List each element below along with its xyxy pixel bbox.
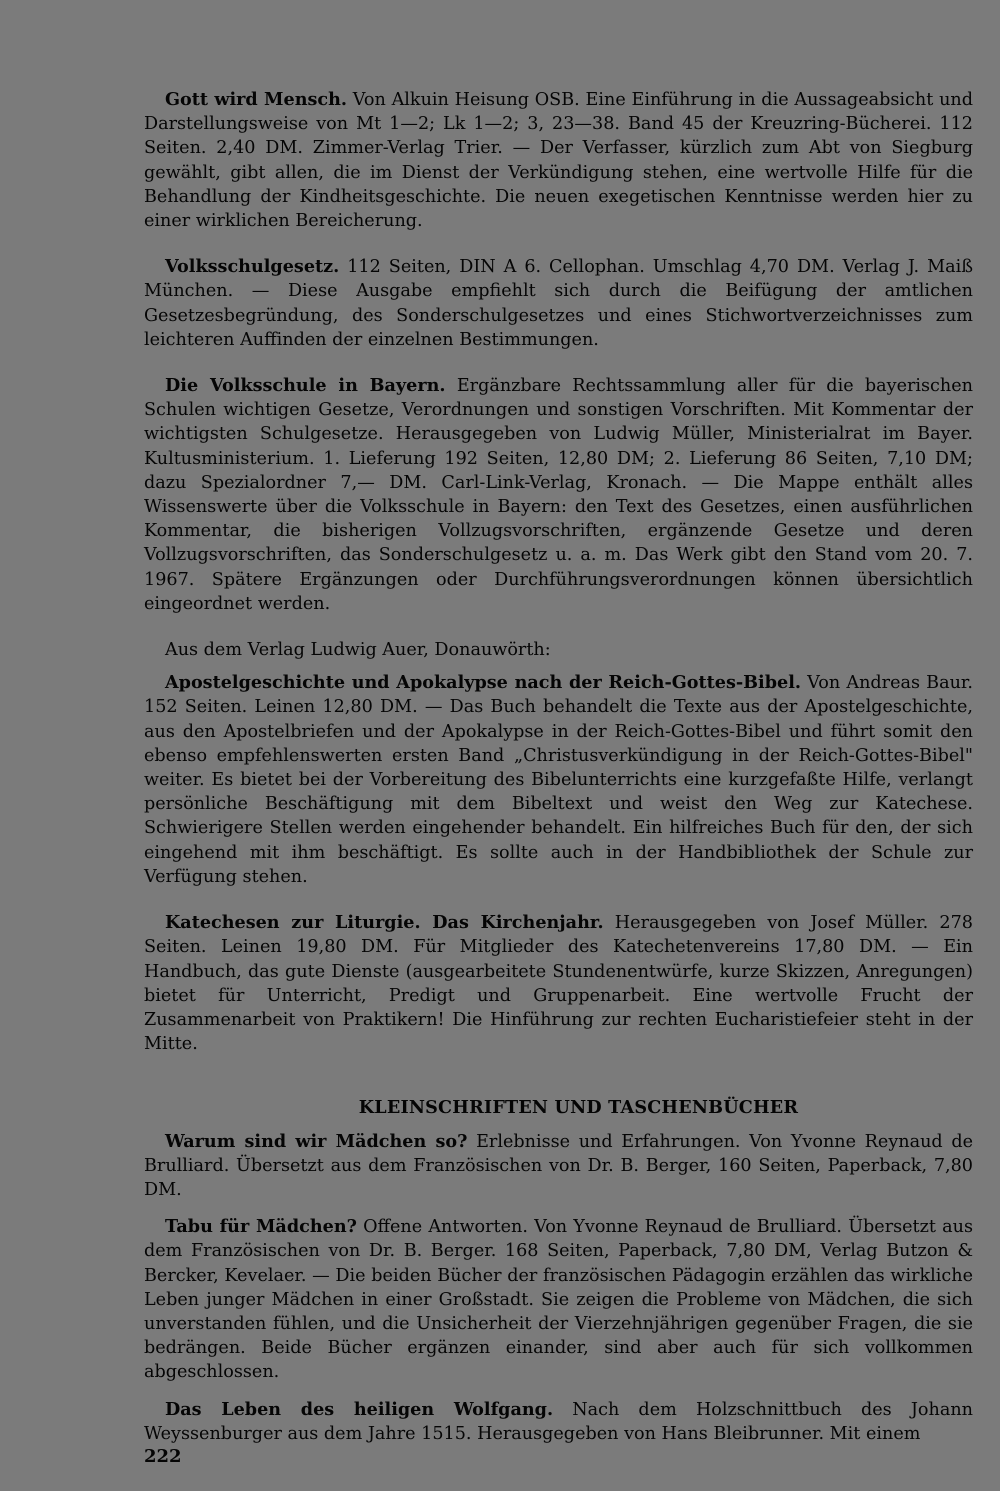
entry-text: Von Alkuin Heisung OSB. Eine Einführung in die Aussageabsicht und Darstellungsweise von Mt 1—2; Lk 1—2; 3, 23—38. Band 45 der Kreuzring-Bücherei. 112 Seiten. 2,40 DM. Zimmer-Verlag Trier. — Der Verfasser, kürzlich zum Abt von Siegburg gewählt, gibt allen, die im Dienst der Verkündigung stehen, eine wertvolle Hilfe für die Behandlung der Kindheitsgeschichte. Die neuen exegetischen Kenntnisse werden hier zu einer wirklichen Bereicherung. [144, 90, 973, 232]
page-number: 222 [144, 1446, 182, 1467]
entry-title: Warum sind wir Mädchen so? [165, 1130, 468, 1152]
review-entry [144, 88, 973, 233]
entry-title: Katechesen zur Liturgie. Das Kirchenjahr. [165, 912, 604, 934]
review-entry [144, 1215, 973, 1384]
review-entry [144, 255, 973, 352]
entry-title: Gott wird Mensch. [165, 89, 348, 110]
section-heading: KLEINSCHRIFTEN UND TASCHENBÜCHER [358, 1097, 799, 1119]
entry-title: Die Volksschule in Bayern. [165, 375, 446, 397]
entry-text: Offene Antworten. Von Yvonne Reynaud de Brulliard. Übersetzt aus dem Französischen von Dr. B. Berger. 168 Seiten, Paperback, 7,80 DM, Verlag Butzon & Bercker, Kevelaer. — Die beiden Bücher der französischen Pädagogin erzählen das wirkliche Leben junger Mädchen in einer Großstadt. Sie zeigen die Probleme von Mädchen, die sich unverstanden fühlen, und die Unsicherheit der Vierzehnjährigen gegenüber Fragen, die sie bedrängen. Beide Bücher ergänzen einander, sind aber auch für sich vollkommen abgeschlossen. [144, 1217, 973, 1383]
entry-text: Nach dem Holzschnittbuch des Johann Weyssenburger aus dem Jahre 1515. Herausgegeben von Hans Bleibrunner. Mit einem [144, 1399, 973, 1444]
review-entry [144, 671, 973, 889]
entry-title: Das Leben des heiligen Wolfgang. [165, 1398, 554, 1420]
review-entry [144, 1130, 973, 1203]
review-entry [144, 911, 973, 1056]
entry-text: Ergänzbare Rechtssammlung aller für die bayerischen Schulen wichtigen Gesetze, Verordnungen und sonstigen Vorschriften. Mit Kommentar der wichtigsten Schulgesetze. Herausgegeben von Ludwig Müller, Ministerialrat im Bayer. Kultusministerium. 1. Lieferung 192 Seiten, 12,80 DM; 2. Lieferung 86 Seiten, 7,10 DM; dazu Spezialordner 7,— DM. Carl-Link-Verlag, Kronach. — Die Mappe enthält alles Wissenswerte über die Volksschule in Bayern: den Text des Gesetzes, einen ausführlichen Kommentar, die bisherigen Vollzugsvorschriften, ergänzende Gesetze und deren Vollzugsvorschriften, das Sonderschulgesetz u. a. m. Das Werk gibt den Stand vom 20. 7. 1967. Spätere Ergänzungen oder Durchführungsverordnungen können übersichtlich eingeordnet werden. [144, 376, 973, 614]
entry-text: Von Andreas Baur. 152 Seiten. Leinen 12,80 DM. — Das Buch behandelt die Texte aus der Apostelgeschichte, aus den Apostelbriefen und der Apokalypse in der Reich-Gottes-Bibel und führt somit den ebenso empfehlenswerten ersten Band „Christusverkündigung in der Reich-Gottes-Bibel" weiter. Es bietet bei der Vorbereitung des Bibelunterrichts eine kurzgefaßte Hilfe, verlangt persönliche Beschäftigung mit dem Bibeltext und weist den Weg zur Katechese. Schwierigere Stellen werden eingehender behandelt. Ein hilfreiches Buch für den, der sich eingehend mit ihm beschäftigt. Es sollte auch in der Handbibliothek der Schule zur Verfügung stehen. [144, 673, 973, 887]
entry-text: 112 Seiten, DIN A 6. Cellophan. Umschlag 4,70 DM. Verlag J. Maiß München. — Diese Ausgabe empfiehlt sich durch die Beifügung der amtlichen Gesetzesbegründung, des Sonderschulgesetzes und eines Stichwortverzeichnisses zum leichteren Auffinden der einzelnen Bestimmungen. [144, 257, 973, 350]
publisher-line: Aus dem Verlag Ludwig Auer, Donauwörth: [165, 640, 551, 661]
entry-title: Apostelgeschichte und Apokalypse nach der Reich-Gottes-Bibel. [165, 672, 802, 694]
entry-text: Herausgegeben von Josef Müller. 278 Seiten. Leinen 19,80 DM. Für Mitglieder des Katechetenvereins 17,80 DM. — Ein Handbuch, das gute Dienste (ausgearbeitete Stundenentwürfe, kurze Skizzen, Anregungen) bietet für Unterricht, Predigt und Gruppenarbeit. Eine wertvolle Frucht der Zusammenarbeit von Praktikern! Die Hinführung zur rechten Eucharistiefeier steht in der Mitte. [144, 913, 973, 1055]
entry-title: Volksschulgesetz. [165, 256, 340, 278]
entry-text: Erlebnisse und Erfahrungen. Von Yvonne Reynaud de Brulliard. Übersetzt aus dem Französischen von Dr. B. Berger, 160 Seiten, Paperback, 7,80 DM. [144, 1131, 974, 1200]
page-body [144, 88, 973, 1446]
review-entry [144, 1398, 973, 1446]
review-entry [144, 374, 973, 616]
entry-title: Tabu für Mädchen? [165, 1216, 357, 1238]
